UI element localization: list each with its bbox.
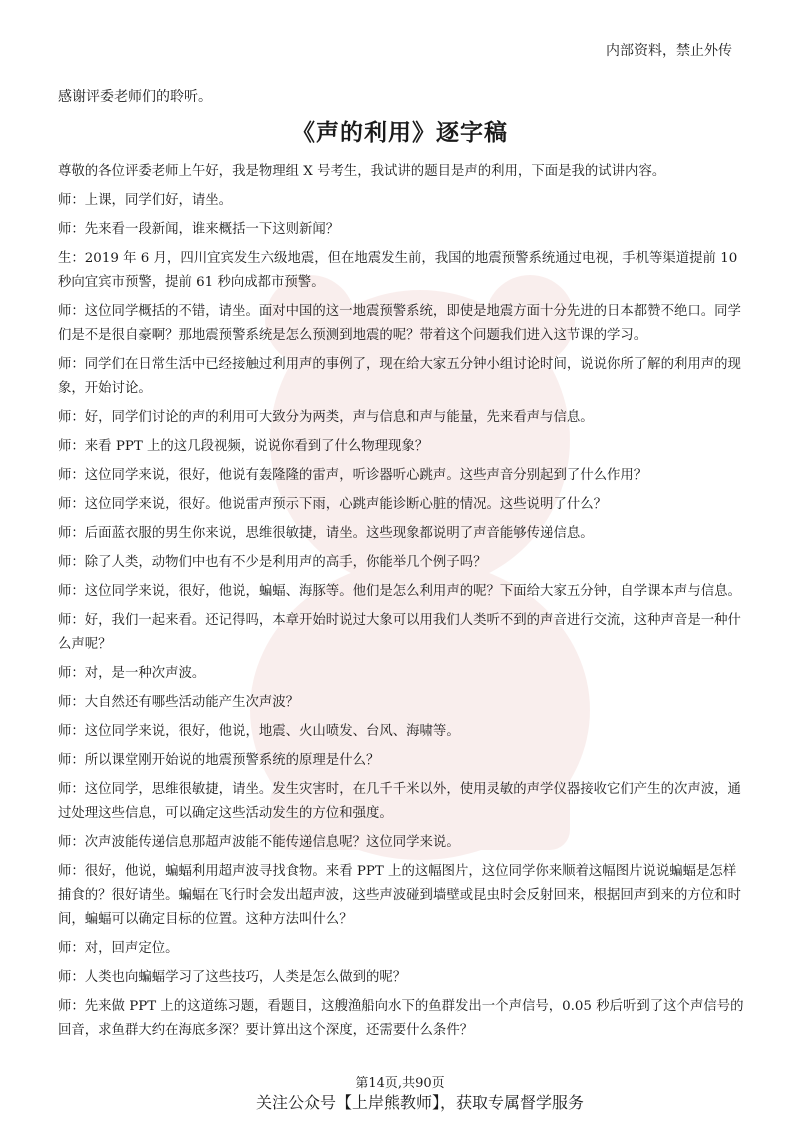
transcript-paragraph: 师：这位同学来说，很好，他说，地震、火山喷发、台风、海啸等。 <box>58 724 460 739</box>
transcript-paragraph: 师：这位同学概括的不错，请坐。面对中国的这一地震预警系统，即使是地震方面十分先进的日本都赞不绝口。同学们是不是很自豪啊？那地震预警系统是怎么预测到地震的呢？带着这个问题我们进入这节课的学习。 <box>58 304 741 343</box>
transcript-paragraph: 生：2019 年 6 月，四川宜宾发生六级地震，但在地震发生前，我国的地震预警系统通过电视，手机等渠道提前 10 秒向宜宾市预警，提前 61 秒向成都市预警。 <box>58 251 738 290</box>
confidential-label: 内部资料，禁止外传 <box>606 43 732 59</box>
transcript-paragraph: 师：所以课堂刚开始说的地震预警系统的原理是什么？ <box>58 753 380 768</box>
transcript-paragraph: 师：来看 PPT 上的这几段视频，说说你看到了什么物理现象？ <box>58 439 429 454</box>
transcript-paragraph: 师：很好，他说，蝙蝠利用超声波寻找食物。来看 PPT 上的这幅图片，这位同学你来顺着这幅图片说说蝙蝠是怎样捕食的？很好请坐。蝙蝠在飞行时会发出超声波，这些声波碰到墙壁或昆虫时会反射回来，根据回声到来的方位和时间，蝙蝠可以确定目标的位置。这种方法叫什么？ <box>58 864 741 927</box>
page-footer <box>0 1076 800 1114</box>
transcript-paragraph: 师：这位同学来说，很好。他说雷声预示下雨，心跳声能诊断心脏的情况。这些说明了什么？ <box>58 497 608 512</box>
page-title: 《声的利用》逐字稿 <box>292 120 508 146</box>
transcript-paragraph: 师：这位同学来说，很好，他说，蝙蝠、海豚等。他们是怎么利用声的呢？下面给大家五分钟，自学课本声与信息。 <box>58 584 741 599</box>
transcript-paragraph: 尊敬的各位评委老师上午好，我是物理组 X 号考生，我试讲的题目是声的利用，下面是我的试讲内容。 <box>58 164 666 179</box>
promo-text: 关注公众号【上岸熊教师】，获取专属督学服务 <box>255 1093 584 1112</box>
transcript-paragraph: 师：对，是一种次声波。 <box>58 666 206 681</box>
transcript-paragraph: 师：上课，同学们好，请坐。 <box>58 193 233 208</box>
transcript-paragraph: 师：好，同学们讨论的声的利用可大致分为两类，声与信息和声与能量，先来看声与信息。 <box>58 410 594 425</box>
transcript-paragraph: 师：先来看一段新闻，谁来概括一下这则新闻？ <box>58 222 340 237</box>
transcript-paragraph: 师：好，我们一起来看。还记得吗，本章开始时说过大象可以用我们人类听不到的声音进行交流，这种声音是一种什么声呢？ <box>58 613 741 652</box>
transcript-paragraph: 师：除了人类，动物们中也有不少是利用声的高手，你能举几个例子吗？ <box>58 555 487 570</box>
transcript-paragraph: 师：人类也向蝙蝠学习了这些技巧，人类是怎么做到的呢？ <box>58 970 407 985</box>
transcript-paragraph: 师：先来做 PPT 上的这道练习题，看题目，这艘渔船向水下的鱼群发出一个声信号，0.05 秒后听到了这个声信号的回音，求鱼群大约在海底多深？要计算出这个深度，还需要什么条件？ <box>58 999 744 1038</box>
transcript-paragraph: 师：这位同学，思维很敏捷，请坐。发生灾害时，在几千千米以外，使用灵敏的声学仪器接收它们产生的次声波，通过处理这些信息，可以确定这些活动发生的方位和强度。 <box>58 782 741 821</box>
transcript-paragraph: 师：同学们在日常生活中已经接触过利用声的事例了，现在给大家五分钟小组讨论时间，说说你所了解的利用声的现象，开始讨论。 <box>58 357 741 396</box>
page-number: 第14页,共90页 <box>355 1076 445 1091</box>
transcript-paragraph: 师：次声波能传递信息那超声波能不能传递信息呢？这位同学来说。 <box>58 835 460 850</box>
transcript-paragraph: 师：这位同学来说，很好，他说有轰隆隆的雷声，听诊器听心跳声。这些声音分别起到了什么作用？ <box>58 468 648 483</box>
transcript-paragraph: 师：后面蓝衣服的男生你来说，思维很敏捷，请坐。这些现象都说明了声音能够传递信息。 <box>58 526 594 541</box>
transcript-paragraph: 师：对，回声定位。 <box>58 941 179 956</box>
transcript-paragraph: 师：大自然还有哪些活动能产生次声波？ <box>58 695 300 710</box>
transcript-body <box>58 160 748 1048</box>
previous-page-tail-text: 感谢评委老师们的聆听。 <box>58 89 212 105</box>
